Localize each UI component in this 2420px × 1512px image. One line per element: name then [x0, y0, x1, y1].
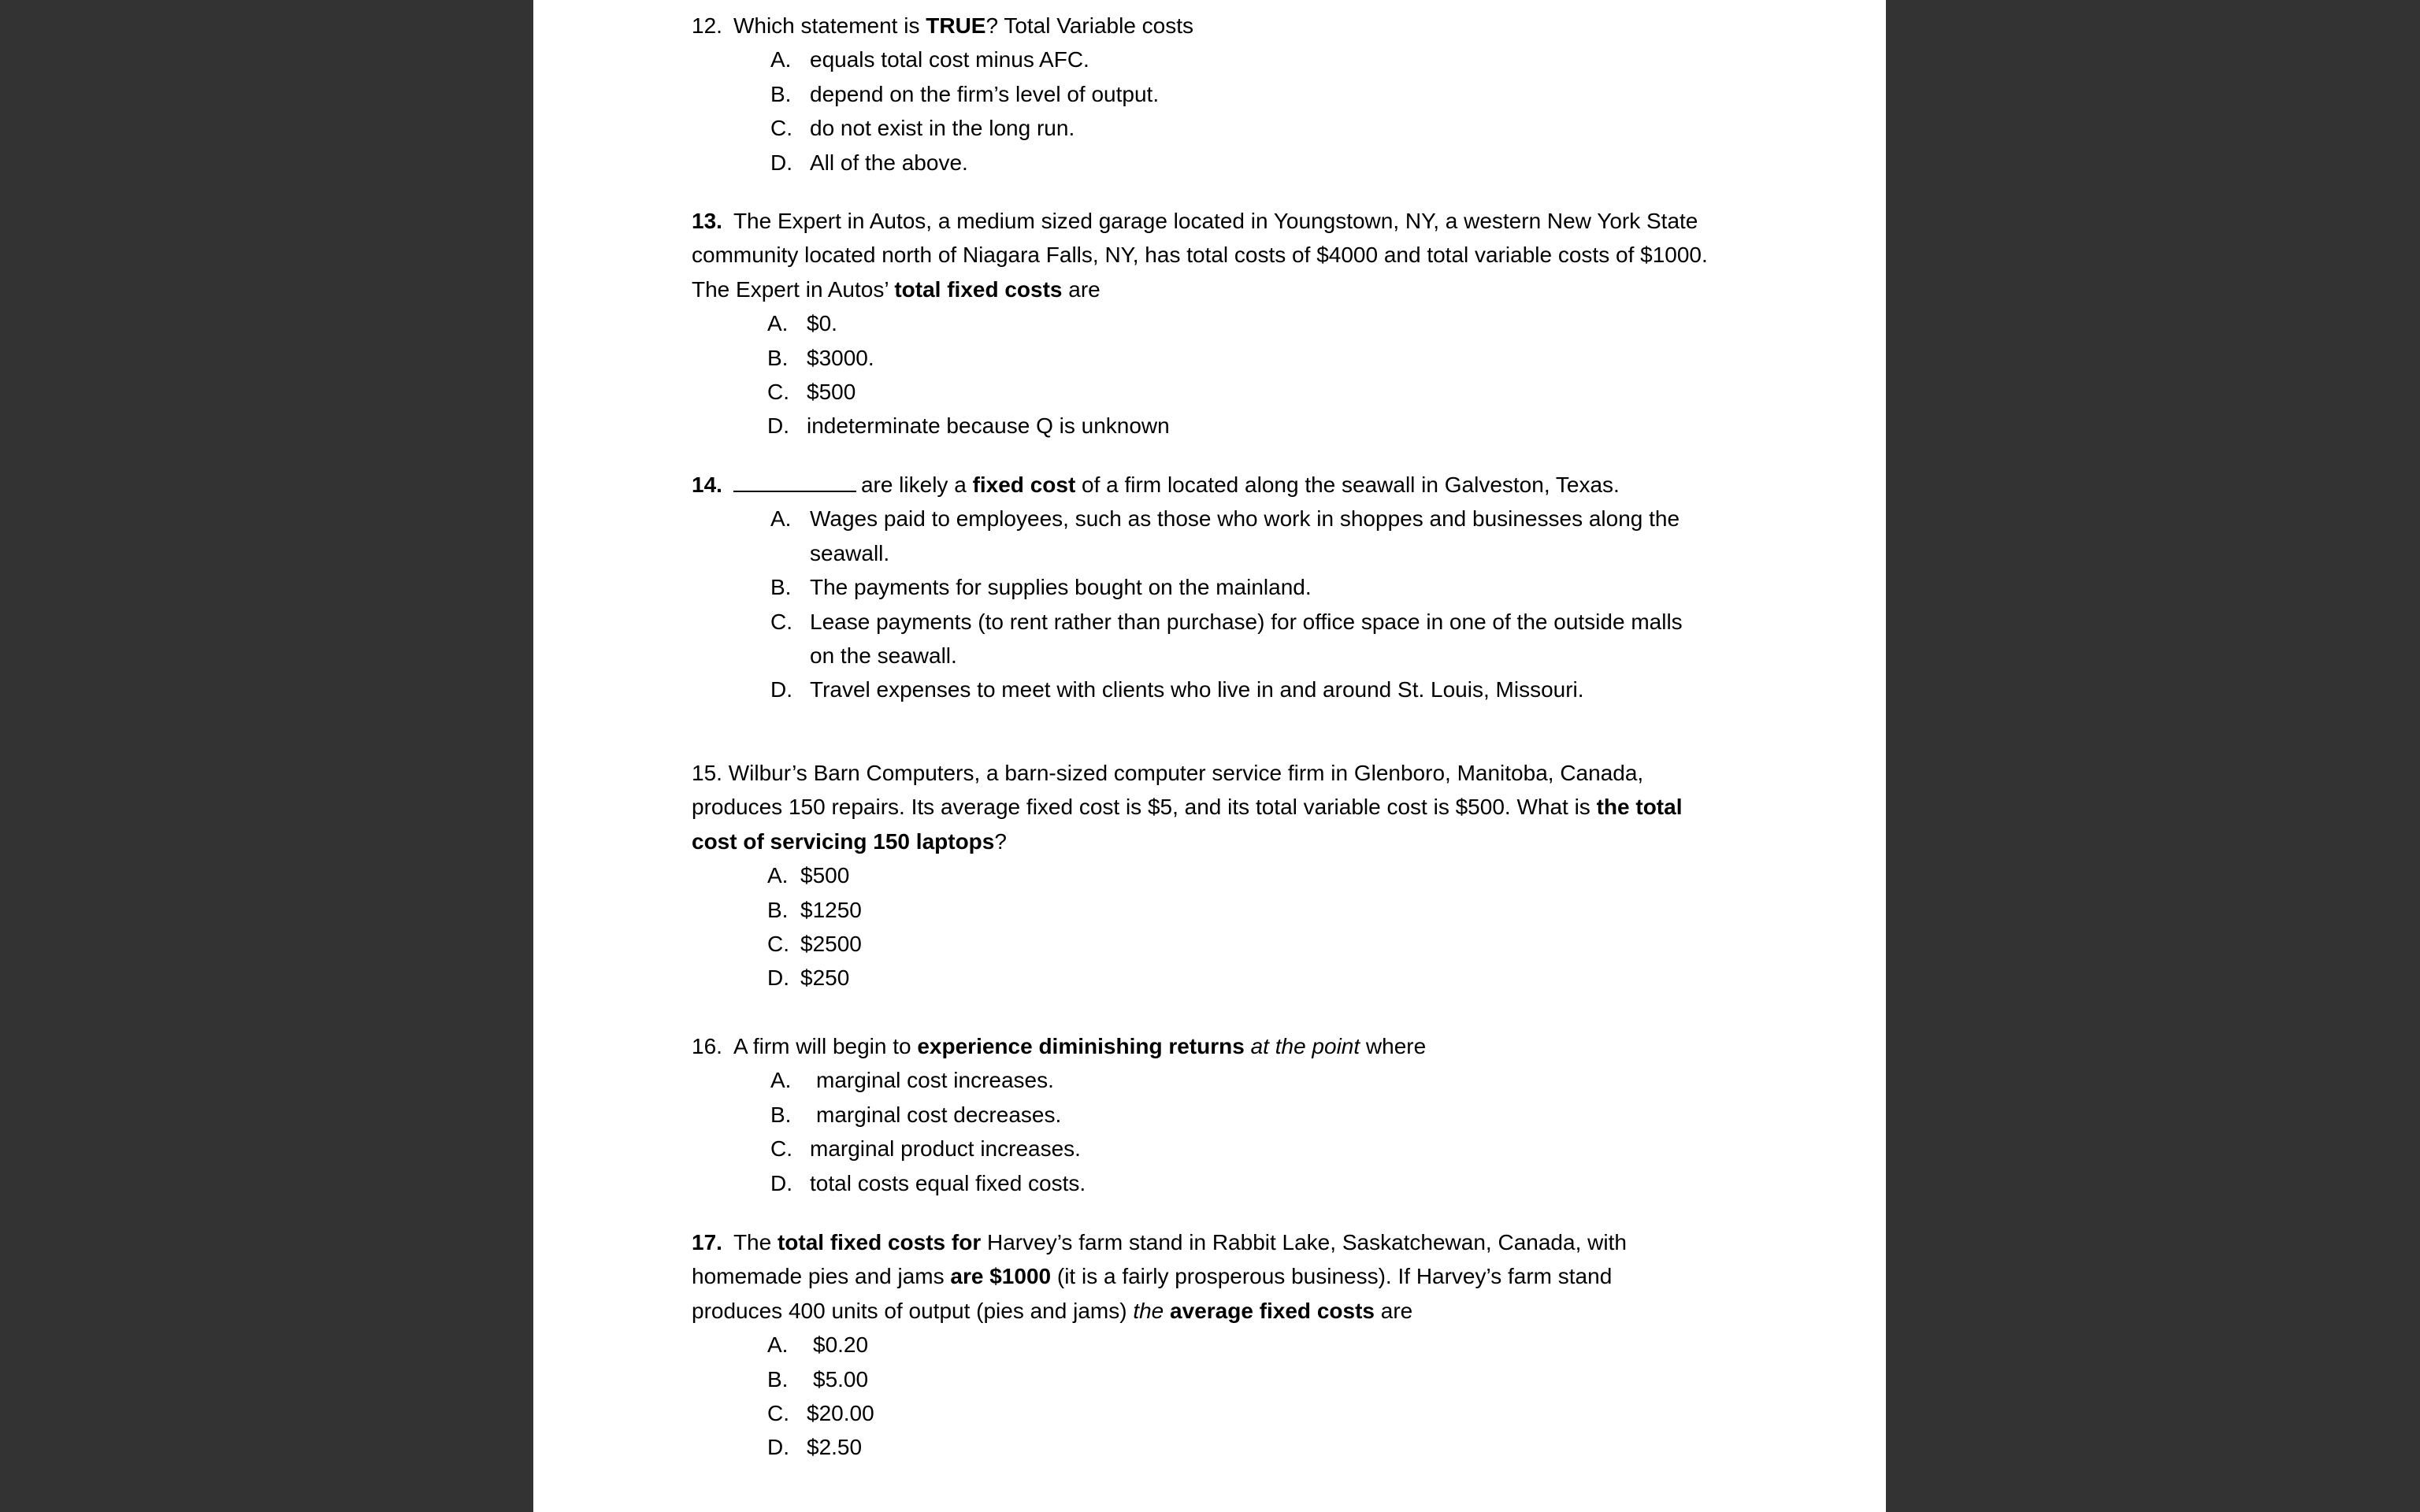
options-list [770, 502, 1708, 706]
option-b: B. marginal cost decreases. [770, 1102, 1062, 1127]
option-d: D. $250 [767, 965, 850, 991]
question-stem: 16. A firm will begin to experience diminishing returns at the point where [692, 1034, 1427, 1058]
option-c: C. $20.00 [767, 1401, 874, 1426]
option-c: C. $500 [767, 380, 856, 405]
option-d: D. Travel expenses to meet with clients who live in and around St. Louis, Missouri. [770, 677, 1584, 702]
option-d: D. All of the above. [770, 150, 968, 175]
question-17 [692, 1225, 1708, 1465]
option-b: B. $5.00 [767, 1366, 869, 1392]
options-list [767, 306, 1708, 443]
option-a: A. $0. [767, 311, 837, 336]
options-list [767, 858, 1708, 995]
option-a: A. $0.20 [767, 1332, 869, 1358]
option-c: C. Lease payments (to rent rather than purchase) for office space in one of the outside malls on the seawall. [770, 609, 1683, 669]
option-b: B. depend on the firm’s level of output. [770, 81, 1160, 106]
question-stem: 15. Wilbur’s Barn Computers, a barn-sized computer service firm in Glenboro, Manitoba, Canada, produces 150 repairs. Its average fixed cost is $5, and its total variable cost is $500. What is the total cost of servicing 150 laptops? [692, 761, 1683, 854]
option-d: D. total costs equal fixed costs. [770, 1170, 1086, 1195]
options-list [767, 1328, 1708, 1465]
options-list [770, 1063, 1708, 1200]
option-d: D. $2.50 [767, 1435, 863, 1460]
question-stem: 13. The Expert in Autos, a medium sized garage located in Youngstown, NY, a western New York State community located north of Niagara Falls, NY, has total costs of $4000 and total variable costs of $1000. The Expert in Autos’ total fixed costs are [692, 209, 1708, 302]
option-a: A. equals total cost minus AFC. [770, 47, 1089, 72]
option-b: B. The payments for supplies bought on the mainland. [770, 575, 1312, 600]
question-16 [692, 1029, 1708, 1200]
option-b: B. $3000. [767, 345, 874, 370]
option-a: A. marginal cost increases. [770, 1068, 1054, 1093]
option-a: A. $500 [767, 863, 850, 888]
question-15 [692, 756, 1708, 995]
options-list [770, 43, 1708, 180]
question-stem: 17. The total fixed costs for Harvey’s farm stand in Rabbit Lake, Saskatchewan, Canada, with homemade pies and jams are $1000 (it is a fairly prosperous business). If Harvey’s farm stand produces 400 units of output (pies and jams) the average fixed costs are [692, 1230, 1627, 1323]
option-c: C. marginal product increases. [770, 1136, 1081, 1162]
answer-blank [733, 469, 856, 492]
question-stem: 12. Which statement is TRUE? Total Variable costs [692, 13, 1194, 38]
option-c: C. do not exist in the long run. [770, 116, 1075, 141]
document-page [533, 0, 1886, 1512]
question-stem: 14. are likely a fixed cost of a firm located along the seawall in Galveston, Texas. [692, 468, 1708, 502]
option-d: D. indeterminate because Q is unknown [767, 413, 1170, 439]
question-13 [692, 204, 1708, 443]
option-b: B. $1250 [767, 897, 862, 922]
option-a: A. Wages paid to employees, such as those who work in shoppes and businesses along the seawall. [770, 506, 1680, 565]
question-12 [692, 9, 1708, 180]
option-c: C. $2500 [767, 932, 862, 957]
question-14 [692, 468, 1708, 707]
